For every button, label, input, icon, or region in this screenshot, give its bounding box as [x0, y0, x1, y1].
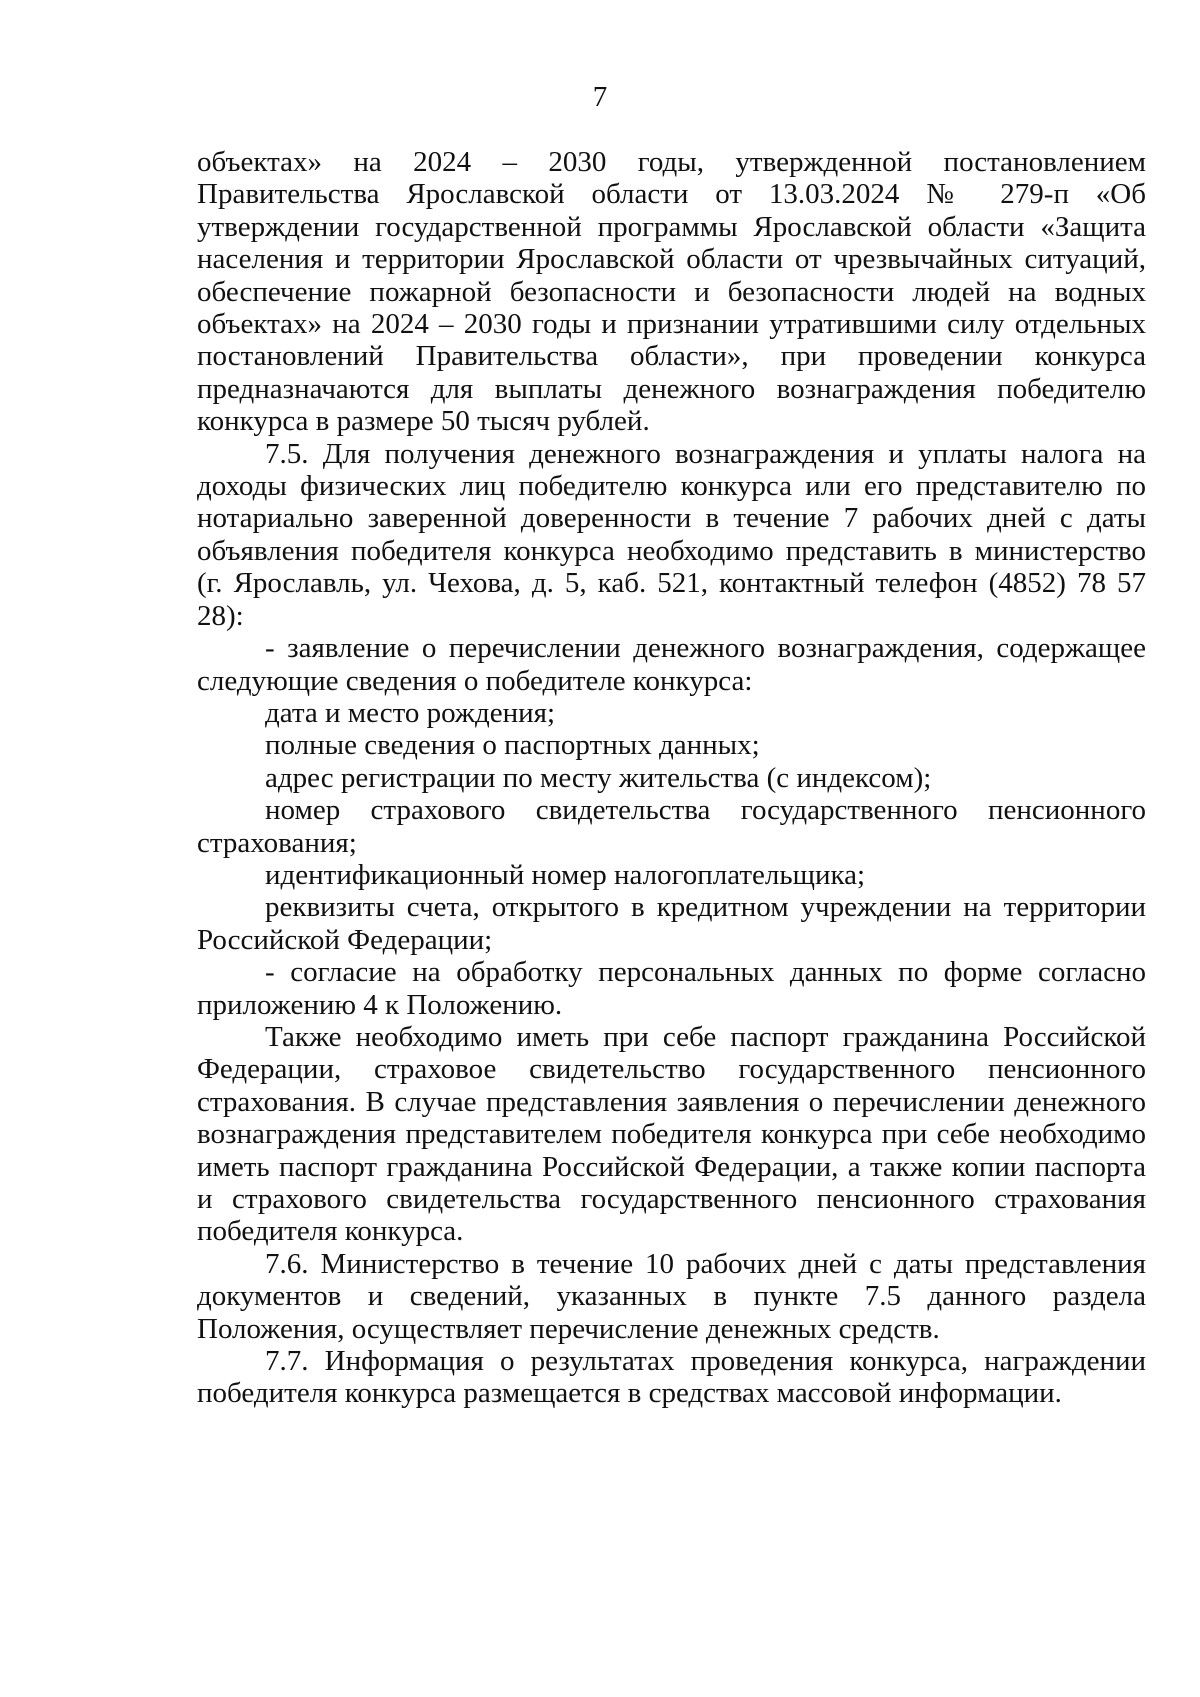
document-body [197, 146, 1146, 1410]
page-number: 7 [592, 81, 608, 113]
sub-item-insurance-number: номер страхового свидетельства государственного пенсионного страхования; [197, 794, 1146, 859]
sub-item-passport: полные сведения о паспортных данных; [265, 729, 760, 762]
sub-item-bank-account: реквизиты счета, открытого в кредитном учреждении на территории Российской Федерации; [197, 891, 1146, 956]
sub-item-address: адрес регистрации по месту жительства (с индексом); [265, 761, 932, 794]
paragraph-7-5: 7.5. Для получения денежного вознаграждения и уплаты налога на доходы физических лиц победителю конкурса или его представителю по нотариально заверенной доверенности в течение 7 рабочих дней с даты объявления победителя конкурса необходимо представить в министерство (г. Ярославль, ул. Чехова, д. 5, каб. 521, контактный телефон (4852) 78 57 28): [197, 437, 1146, 632]
list-item-application: - заявление о перечислении денежного вознаграждения, содержащее следующие сведения о победителе конкурса: [197, 632, 1146, 697]
sub-item-birth: дата и место рождения; [265, 696, 556, 729]
paragraph-7-7: 7.7. Информация о результатах проведения конкурса, награждении победителя конкурса размещается в средствах массовой информации. [197, 1345, 1146, 1410]
paragraph-7-6: 7.6. Министерство в течение 10 рабочих дней с даты представления документов и сведений, указанных в пункте 7.5 данного раздела Положения, осуществляет перечисление денежных средств. [197, 1247, 1146, 1345]
paragraph-continuation: объектах» на 2024 – 2030 годы, утвержденной постановлением Правительства Ярославской области от 13.03.2024 № 279-п «Об утверждении государственной программы Ярославской области «Защита населения и территории Ярославской области от чрезвычайных ситуаций, обеспечение пожарной безопасности и безопасности людей на водных объектах» на 2024 – 2030 годы и признании утратившими силу отдельных постановлений Правительства области», при проведении конкурса предназначаются для выплаты денежного вознаграждения победителю конкурса в размере 50 тысяч рублей. [197, 146, 1146, 438]
paragraph-documents-required: Также необходимо иметь при себе паспорт гражданина Российской Федерации, страховое свидетельство государственного пенсионного страхования. В случае представления заявления о перечислении денежного вознаграждения представителем победителя конкурса при себе необходимо иметь паспорт гражданина Российской Федерации, а также копии паспорта и страхового свидетельства государственного пенсионного страхования победителя конкурса. [197, 1020, 1146, 1248]
list-item-consent: - согласие на обработку персональных данных по форме согласно приложению 4 к Положению. [197, 956, 1146, 1021]
sub-item-taxpayer-id: идентификационный номер налогоплательщика; [265, 858, 866, 891]
